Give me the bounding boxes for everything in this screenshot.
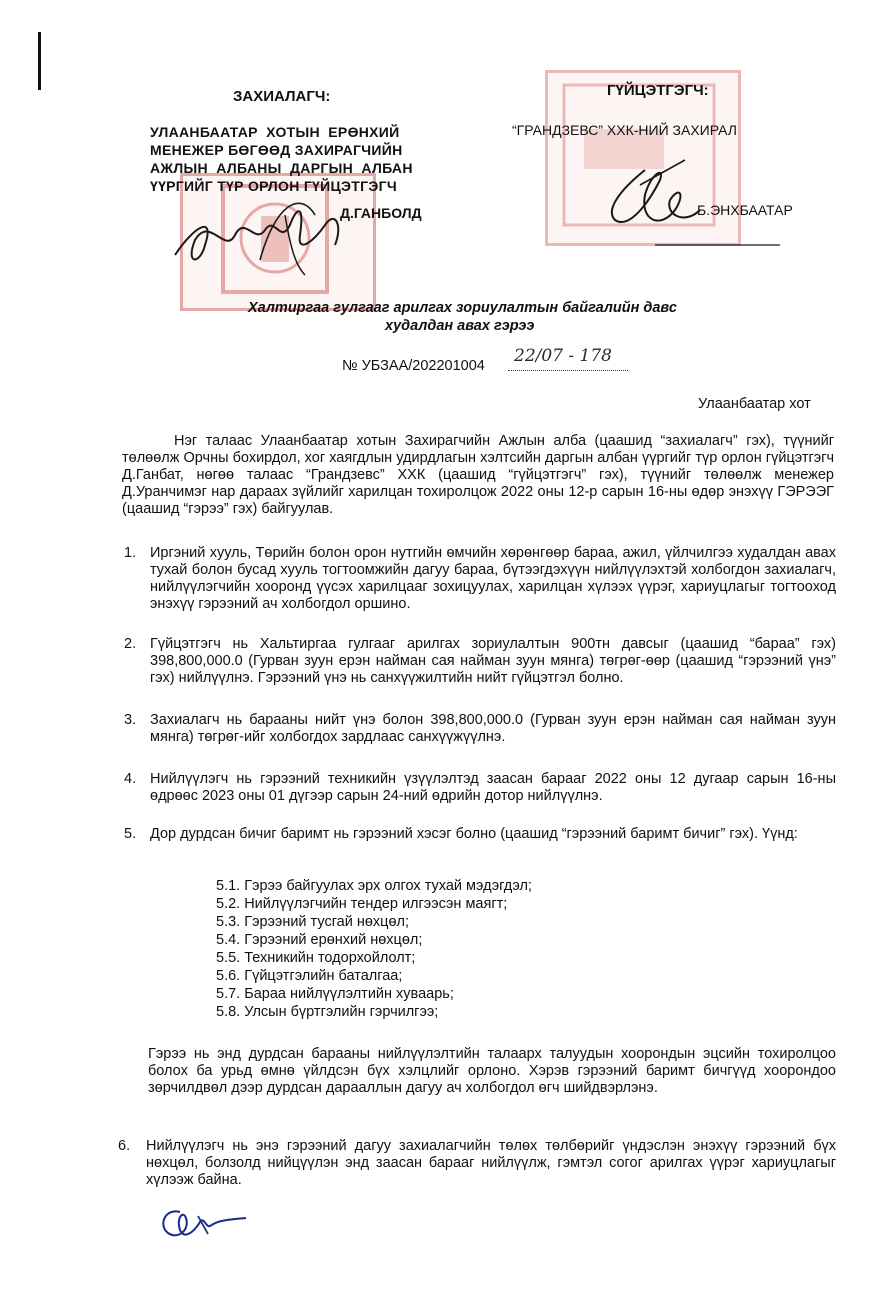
customer-line-4: ҮҮРГИЙГ ТҮР ОРЛОН ГҮЙЦЭТГЭГЧ bbox=[150, 178, 398, 194]
customer-line-2: МЕНЕЖЕР БӨГӨӨД ЗАХИРАГЧИЙН bbox=[150, 142, 403, 158]
item-number: 4. bbox=[124, 771, 137, 787]
subitem: 5.4. Гэрээний ерөнхий нөхцөл; bbox=[216, 932, 423, 948]
document-title-line-1: Халтиргаа гулгааг арилгах зориулалтын байгалийн давс bbox=[248, 300, 677, 316]
contractor-signature bbox=[590, 150, 790, 250]
contract-number-dots bbox=[508, 370, 628, 371]
initials-signature bbox=[150, 1200, 260, 1245]
item-number: 2. bbox=[124, 636, 137, 652]
subitem: 5.3. Гэрээний тусгай нөхцөл; bbox=[216, 914, 410, 930]
margin-mark bbox=[38, 32, 41, 90]
contract-number-handwritten: 22/07 - 178 bbox=[514, 346, 612, 366]
item-text: Нийлүүлэгч нь гэрээний техникийн үзүүлэлтэд заасан барааг 2022 оны 12 дугаар сарын 16-ны өдрөөс 2023 оны 01 дүгээр сарын 24-ний өдрийн дотор нийлүүлнэ. bbox=[150, 771, 836, 804]
customer-name: Д.ГАНБОЛД bbox=[340, 205, 422, 221]
item-number: 5. bbox=[124, 826, 137, 842]
intro-paragraph: Нэг талаас Улаанбаатар хотын Захирагчийн Ажлын алба (цаашид “захиалагч” гэх), түүнийг төлөөлж Орчны бохирдол, хог хаягдлын удирдлагын хэлтсийн даргын албан үүргийг түр орлон гүйцэтгэгч Д.Ганбат, нөгөө талаас “Грандзевс” ХХК (цаашид “гүйцэтгэгч” гэх), түүнийг төлөөлж менежер Д.Уранчимэг нар дараах зүйлийг харилцан тохиролцож 2022 оны 12-р сарын 16-ны өдөр энэхүү ГЭРЭЭГ (цаашид “гэрээ” гэх) байгуулав. bbox=[122, 433, 834, 517]
subitem: 5.1. Гэрээ байгуулах эрх олгох тухай мэдэгдэл; bbox=[216, 878, 532, 894]
contractor-label: ГҮЙЦЭТГЭГЧ: bbox=[607, 82, 709, 99]
item-text: Нийлүүлэгч нь энэ гэрээний дагуу захиалагчийн төлөх төлбөрийг үндэслэн энэхүү гэрээний бүх нөхцөл, болзолд нийцүүлэн энд заасан барааг нийлүүлж, гэмтэл согог арилгах үүрэг хариуцлагыг хүлээж байна. bbox=[146, 1138, 836, 1188]
item-number: 1. bbox=[124, 545, 137, 561]
item-text: Гүйцэтгэгч нь Хальтиргаа гулгааг арилгах зориулалтын 900тн давсыг (цаашид “бараа” гэх) 398,800,000.0 (Гурван зуун ерэн найман сая найман зуун мянга) төгрөг-өөр (цаашид “гэрээний үнэ” гэх) нийлүүлнэ. Гэрээний үнэ нь санхүүжилтийн нийт гүйцэтгэл болно. bbox=[150, 636, 836, 686]
item-number: 3. bbox=[124, 712, 137, 728]
customer-signature bbox=[165, 185, 365, 285]
customer-line-1: УЛААНБААТАР ХОТЫН ЕРӨНХИЙ bbox=[150, 124, 400, 140]
customer-label: ЗАХИАЛАГЧ: bbox=[233, 88, 331, 105]
document-title-line-2: худалдан авах гэрээ bbox=[385, 318, 535, 334]
item-text: Дор дурдсан бичиг баримт нь гэрээний хэсэг болно (цаашид “гэрээний баримт бичиг” гэх). Үүнд: bbox=[150, 826, 798, 842]
customer-line-3: АЖЛЫН АЛБАНЫ ДАРГЫН АЛБАН bbox=[150, 160, 413, 176]
item-number: 6. bbox=[118, 1138, 131, 1154]
contract-number: № УБЗАА/202201004 bbox=[342, 358, 485, 374]
subitem: 5.2. Нийлүүлэгчийн тендер илгээсэн маягт; bbox=[216, 896, 508, 912]
contractor-title: “ГРАНДЗЕВС” ХХК-НИЙ ЗАХИРАЛ bbox=[512, 122, 737, 138]
subitem: 5.6. Гүйцэтгэлийн баталгаа; bbox=[216, 968, 403, 984]
city: Улаанбаатар хот bbox=[698, 396, 811, 412]
subitem: 5.8. Улсын бүртгэлийн гэрчилгээ; bbox=[216, 1004, 439, 1020]
precedence-paragraph: Гэрээ нь энд дурдсан барааны нийлүүлэлтийн талаарх талуудын хоорондын эцсийн тохиролцоо болох ба урьд өмнө үйлдсэн бүх хэлцлийг орлоно. Хэрэв гэрээний баримт бичгүүд хоорондоо зөрчилдвөл дээр дурдсан дарааллын дагуу ач холбогдол өгч шийдвэрлэнэ. bbox=[148, 1046, 836, 1096]
contractor-name: Б.ЭНХБААТАР bbox=[697, 202, 793, 218]
item-text: Иргэний хууль, Төрийн болон орон нутгийн өмчийн хөрөнгөөр бараа, ажил, үйлчилгээ худалдан авах тухай болон бусад хууль тогтоомжийн дагуу бараа, бүтээгдэхүүн нийлүүлэхтэй холбогдон захиалагч, нийлүүлэгчийн хооронд үүсэх харилцааг зохицуулах, харилцан хүлээх үүрэг, хариуцлагыг тогтооход энэхүү гэрээний ач холбогдол оршино. bbox=[150, 545, 836, 612]
subitem: 5.5. Техникийн тодорхойлолт; bbox=[216, 950, 416, 966]
item-text: Захиалагч нь барааны нийт үнэ болон 398,800,000.0 (Гурван зуун ерэн найман сая найман зуун мянга) төгрөг-ийг холбогдох зардлаас санхүүжүүлнэ. bbox=[150, 712, 836, 745]
subitem: 5.7. Бараа нийлүүлэлтийн хуваарь; bbox=[216, 986, 454, 1002]
